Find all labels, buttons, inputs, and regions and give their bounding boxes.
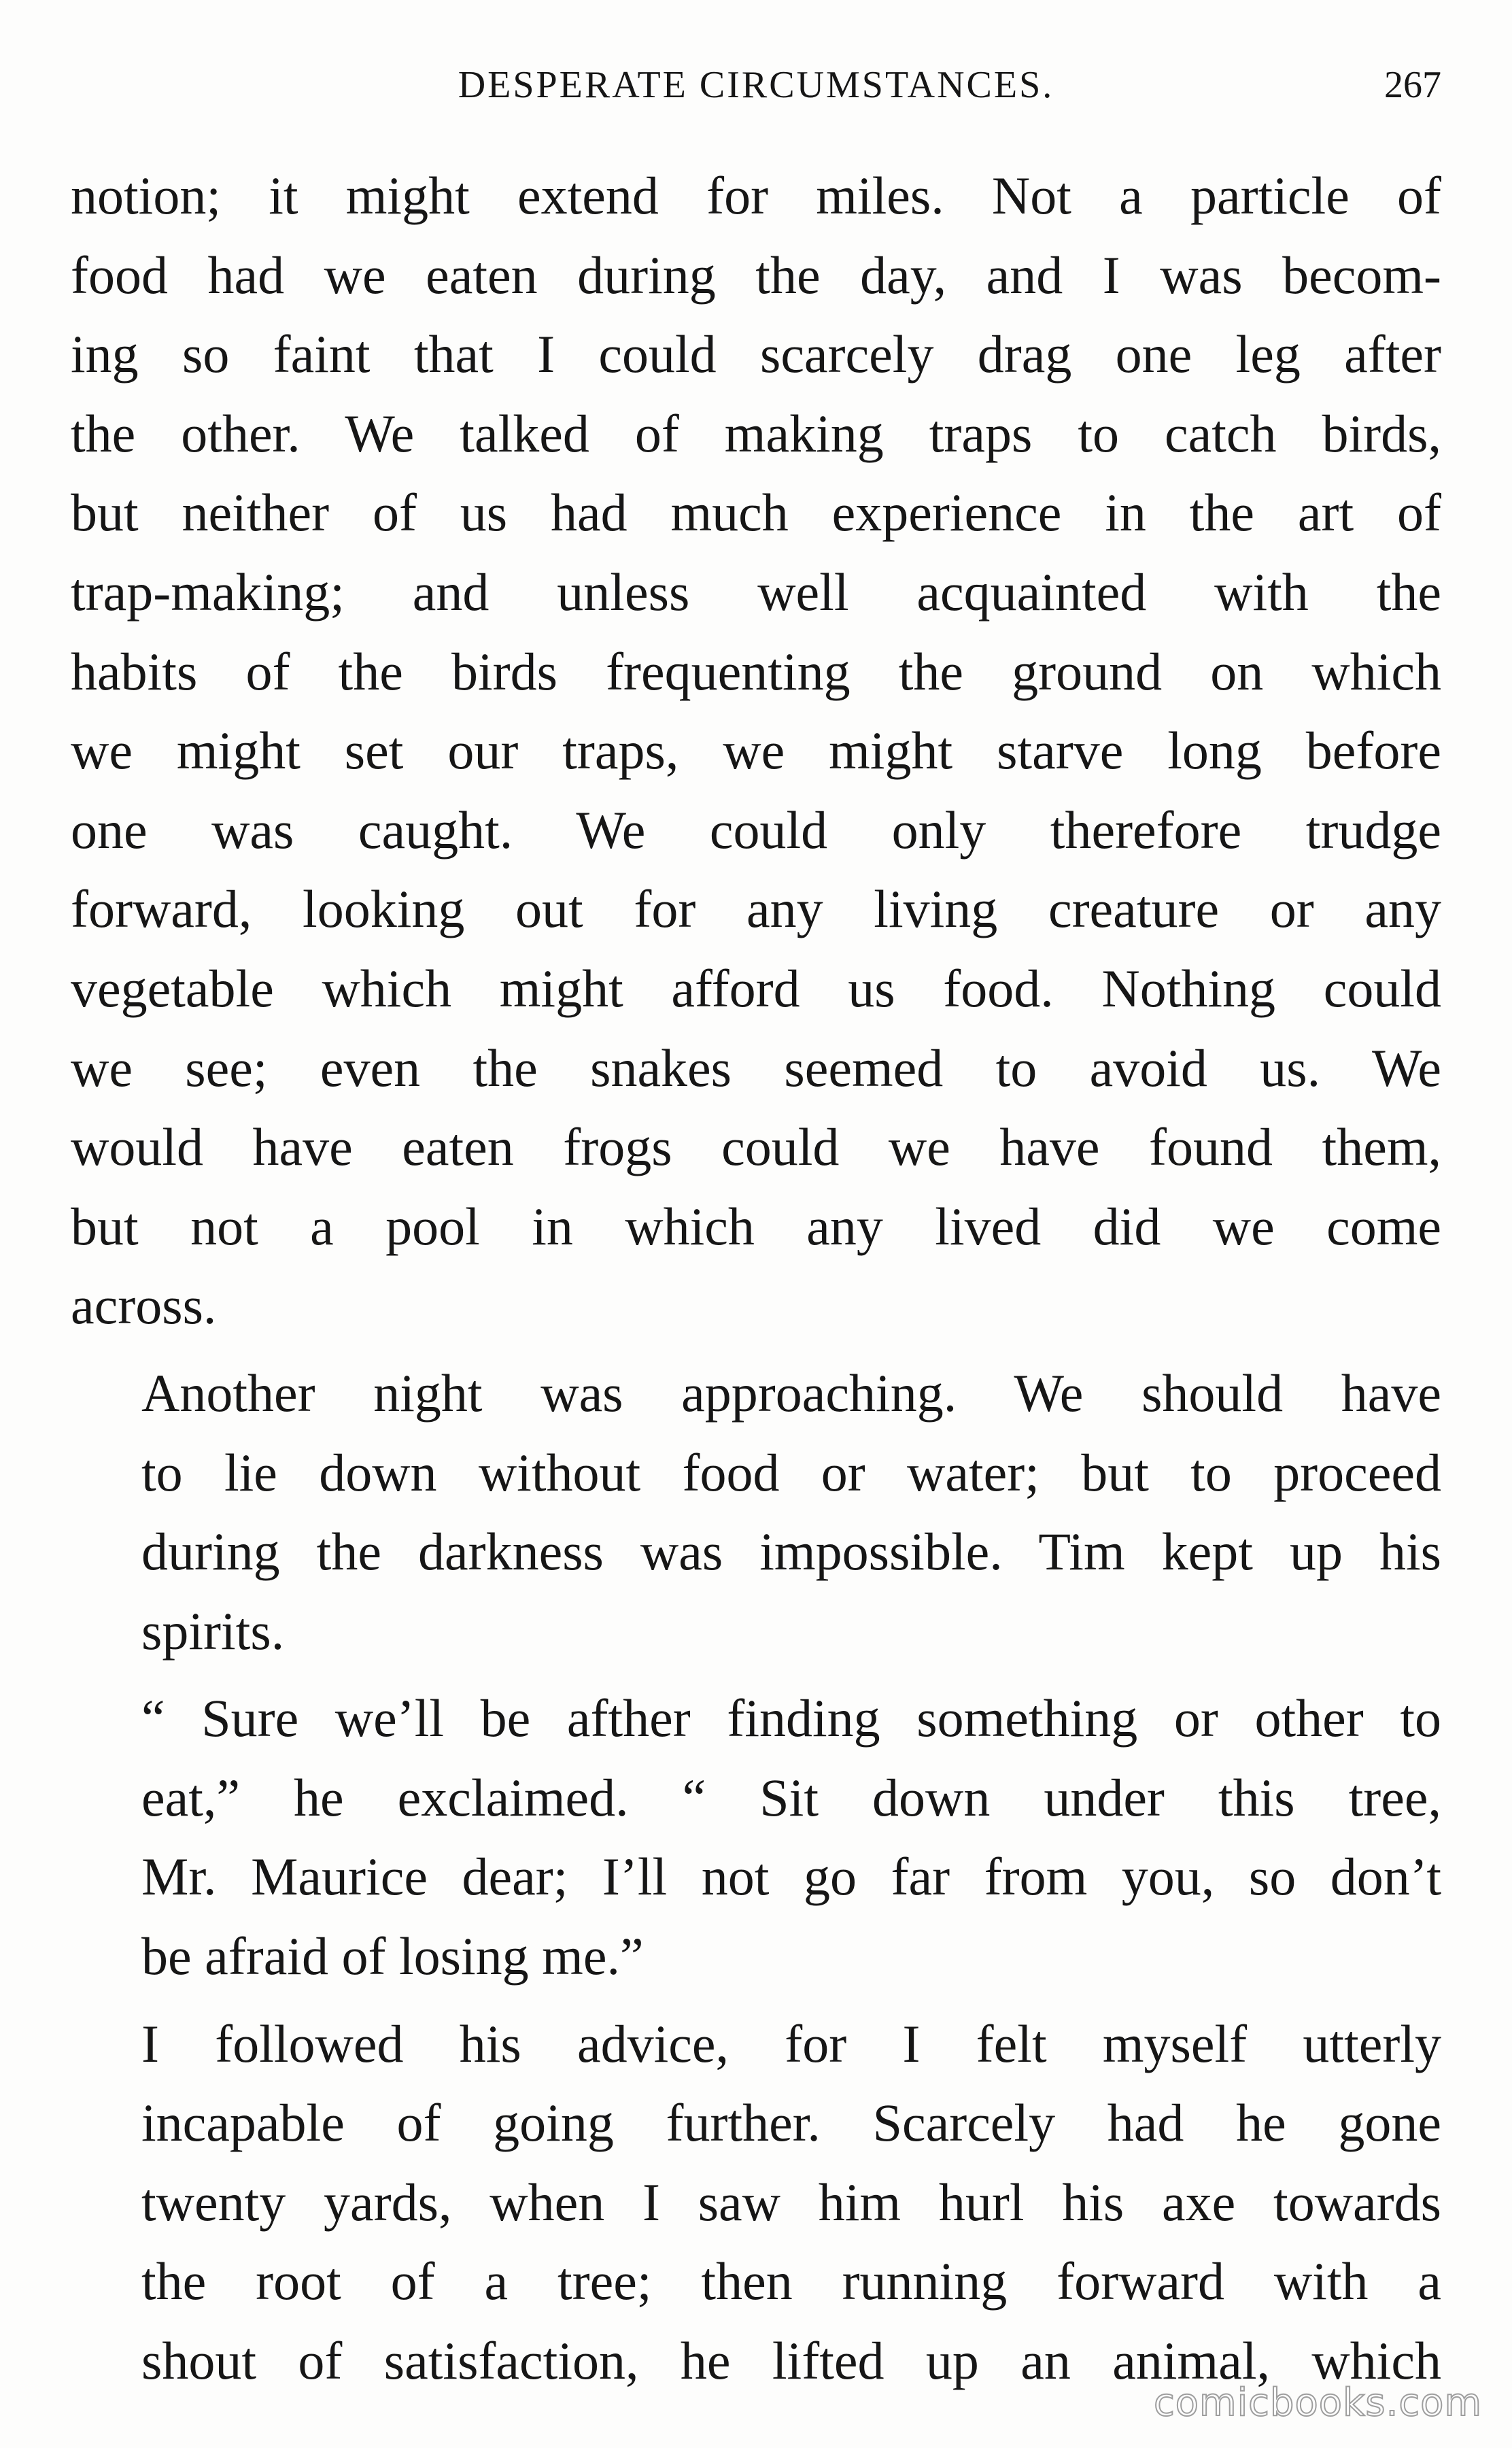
- paragraph: [71, 1679, 1441, 1996]
- text-line: shout of satisfaction, he lifted up an animal, which: [141, 2331, 1441, 2391]
- running-title: DESPERATE CIRCUMSTANCES.: [458, 64, 1054, 106]
- text-line: notion; it might extend for miles. Not a particle of: [71, 166, 1441, 225]
- text-line: Another night was approaching. We should have: [141, 1363, 1441, 1423]
- text-line: we might set our traps, we might starve long before: [71, 721, 1441, 781]
- text-line: forward, looking out for any living creature or any: [71, 879, 1441, 939]
- text-line: ing so faint that I could scarcely drag one leg after: [71, 324, 1441, 384]
- text-line: we see; even the snakes seemed to avoid us. We: [71, 1038, 1441, 1098]
- text-line: but not a pool in which any lived did we come: [71, 1196, 1441, 1256]
- text-line: vegetable which might afford us food. Nothing could: [71, 958, 1441, 1018]
- text-line: twenty yards, when I saw him hurl his axe towards: [141, 2172, 1441, 2232]
- text-line: habits of the birds frequenting the ground on which: [71, 641, 1441, 701]
- paragraph: [71, 1354, 1441, 1671]
- paragraph-continued: [71, 156, 1441, 1346]
- text-line: the root of a tree; then running forward with a: [141, 2251, 1441, 2311]
- paragraph: [71, 2005, 1441, 2401]
- text-line: be afraid of losing me.”: [141, 1926, 644, 1986]
- text-line: incapable of going further. Scarcely had he gone: [141, 2093, 1441, 2153]
- text-line: Mr. Maurice dear; I’ll not go far from you, so don’t: [141, 1847, 1441, 1907]
- text-line: one was caught. We could only therefore trudge: [71, 800, 1441, 860]
- text-line: trap-making; and unless well acquainted with the: [71, 562, 1441, 622]
- text-line: to lie down without food or water; but to proceed: [141, 1442, 1441, 1502]
- body-text: [71, 156, 1441, 2401]
- text-line: but neither of us had much experience in the art of: [71, 483, 1441, 543]
- text-line: the other. We talked of making traps to catch birds,: [71, 403, 1441, 463]
- text-line: across.: [71, 1276, 217, 1336]
- page-number: 267: [1384, 64, 1441, 106]
- text-line: during the darkness was impossible. Tim kept up his: [141, 1522, 1441, 1582]
- text-line: eat,” he exclaimed. “ Sit down under this tree,: [141, 1767, 1441, 1827]
- text-line: “ Sure we’ll be afther finding something or other to: [141, 1688, 1441, 1748]
- text-line: food had we eaten during the day, and I was becom-: [71, 245, 1441, 305]
- text-line: spirits.: [141, 1601, 285, 1661]
- text-line: I followed his advice, for I felt myself utterly: [141, 2013, 1441, 2073]
- text-line: would have eaten frogs could we have found them,: [71, 1117, 1441, 1177]
- running-head: [71, 61, 1441, 116]
- watermark: comicbooks.com: [1153, 2381, 1482, 2425]
